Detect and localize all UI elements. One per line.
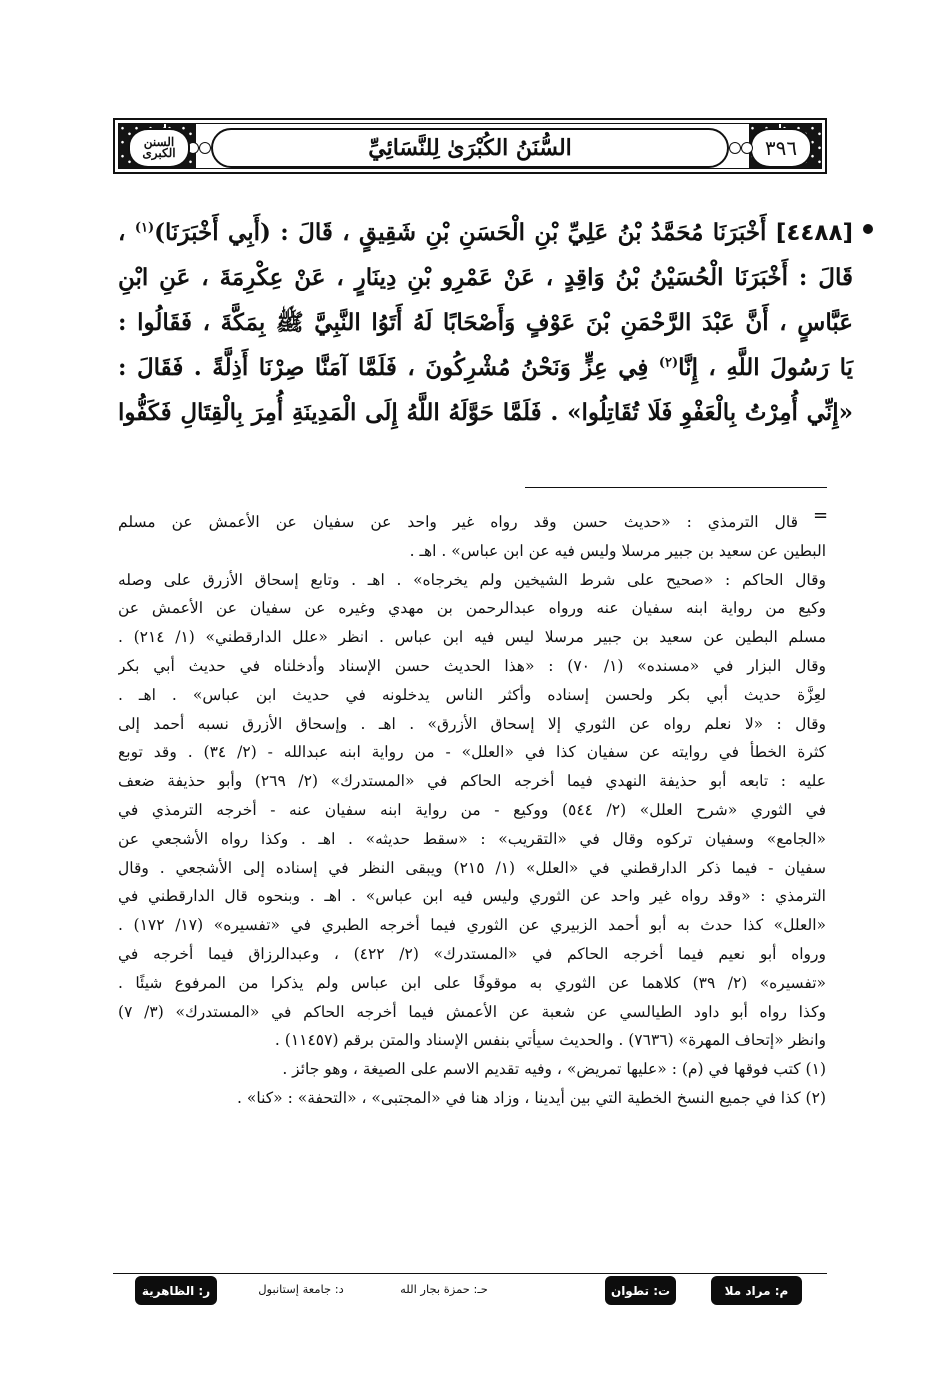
note-line: عليه : تابعه أبو حذيفة النهدي فيما أخرجه الحاكم في «المستدرك» (٢/ ٢٦٩) وأبو حذيفة ضعف bbox=[118, 772, 826, 791]
emblem-text: السنن الكبرى bbox=[142, 135, 176, 160]
note-line: وكيع من رواية ابنه سفيان عنه ورواه عبدالرحمن بن مهدي وغيره عن سفيان عن الأعمش عن bbox=[118, 599, 826, 618]
calligraphy-medallion-icon bbox=[128, 128, 190, 168]
hadith-line bbox=[118, 210, 853, 255]
book-title-plate bbox=[211, 128, 729, 168]
note-line: وانظر «إتحاف المهرة» (٧٦٣٦) . والحديث سيأتي بنفس الإسناد والمتن برقم (١١٤٥٧) . bbox=[274, 1031, 826, 1050]
note-line: «العلل» كذا حدث به أبو أحمد الزبيري عن الثوري فيما أخرجه الطبري في «تفسيره» (١٧/ ١٧٢) . bbox=[118, 916, 826, 935]
hadith-number: [٤٤٨٨] bbox=[775, 220, 853, 246]
page-number-medallion bbox=[750, 128, 812, 168]
note-line: «تفسيره» (٢/ ٣٩) كلاهما عن الثوري به موقوفًا على ابن عباس ولم يذكرا من المرفوع شيئًا . bbox=[118, 973, 826, 992]
footnote-2: (٢) كذا في جميع النسخ الخطية التي بين أيدينا ، وزاد هنا في «المجتبى» ، «التحفة» : «كنا» . bbox=[237, 1088, 826, 1107]
note-line: ورواه أبو نعيم فيما أخرجه الحاكم في «المستدرك» (٢/ ٤٢٢) ، وعبدالرزاق فيما أخرجه في bbox=[118, 944, 826, 963]
hadith-line: قَالَ : أَخْبَرَنَا الْحُسَيْنُ بْنُ وَاقِدٍ ، عَنْ عَمْرِو بْنِ دِينَارٍ ، عَنْ عِكْرِمَةَ ، عَنِ ابْنِ bbox=[118, 264, 853, 291]
footnote-ref: (٢) bbox=[658, 355, 679, 371]
footnote-ref: (١) bbox=[134, 220, 155, 236]
hadith-line-text: يَا رَسُولَ اللَّهِ ، إِنَّا bbox=[678, 354, 854, 381]
hadith-line-text: أَخْبَرَنَا مُحَمَّدُ بْنُ عَلِيِّ بْنِ الْحَسَنِ بْنِ شَقِيقٍ ، قَالَ : (أَبِي أَخْبَرَنَا) bbox=[154, 219, 767, 246]
running-header bbox=[113, 118, 827, 174]
continuation-mark: = bbox=[813, 505, 829, 526]
hadith-line: «إِنِّي أُمِرْتُ بِالْعَفْوِ فَلَا تُقَاتِلُوا» . فَلَمَّا حَوَّلَهُ اللَّهُ إِلَى الْمَدِينَةِ أُمِرَ بِالْقِتَالِ فَكَفُّوا bbox=[118, 399, 853, 426]
siglum-r: ر: الظاهرية bbox=[135, 1276, 217, 1305]
hadith-line: عَبَّاسٍ ، أَنَّ عَبْدَ الرَّحْمَنِ بْنَ عَوْفٍ وَأَصْحَابًا لَهُ أَتَوُا النَّبِيَّ ﷺ بِمَكَّةَ ، فَقَالُوا : bbox=[118, 309, 853, 336]
hadith-text bbox=[118, 210, 853, 435]
note-line: البطين عن سعيد بن جبير مرسلا وليس فيه عن ابن عباس» . اهـ . bbox=[409, 541, 826, 560]
siglum-h: حـ: حمزة بجار الله bbox=[400, 1282, 488, 1296]
siglum-t: ت: تطوان bbox=[605, 1276, 676, 1305]
book-title: السُّنَنُ الكُبْرَىٰ لِلنَّسَائِيِّ bbox=[368, 135, 572, 161]
note-line: لعِزَّة حديث أبي بكر ولحسن إسناده وأكثر الناس يدخلونه في حديث ابن عباس» . اهـ . bbox=[118, 685, 826, 704]
siglum-d: د: جامعة إستانبول bbox=[258, 1282, 344, 1296]
page-number: ٣٩٦ bbox=[764, 136, 798, 160]
footnote-separator bbox=[525, 487, 827, 488]
ornament-knob-icon bbox=[729, 142, 741, 154]
note-line: الترمذي : «وقد رواه غير واحد عن الثوري وليس فيه ابن عباس» . اهـ . وبنحوه قال الدارقطني في bbox=[118, 887, 826, 906]
hadith-line-text: فِي عِزٍّ وَنَحْنُ مُشْرِكُونَ ، فَلَمَّا آمَنَّا صِرْنَا أَذِلَّةً . فَقَالَ : bbox=[118, 354, 649, 381]
note-line: مسلم البطين عن سعيد بن جبير مرسلا ليس فيه ابن عباس . انظر «علل الدارقطني» (١/ ٢١٤) . bbox=[118, 628, 826, 647]
note-line: «الجامع» وسفيان تركوه وقال في «التقريب» : «سقط حديثه» . اهـ . وكذا رواه الأشجعي عن bbox=[118, 829, 826, 848]
ornament-knob-icon bbox=[741, 142, 753, 154]
note-line: وقال البزار في «مسنده» (١/ ٧٠) : «هذا الحديث حسن الإسناد وأدخلناه في حديث أبي بكر bbox=[118, 656, 826, 675]
note-line: وقال الحاكم : «صحيح على شرط الشيخين ولم يخرجاه» . اهـ . وتابع إسحاق الأزرق على وصله bbox=[118, 570, 826, 589]
note-line: قال الترمذي : «حديث حسن وقد رواه غير واحد عن سفيان عن الأعمش عن مسلم bbox=[118, 513, 798, 531]
hadith-line bbox=[118, 345, 853, 390]
punctuation: ، bbox=[118, 219, 126, 246]
header-frame bbox=[118, 123, 822, 169]
note-line: وقال : «لا نعلم رواه عن الثوري إلا إسحاق الأزرق» . اهـ . وإسحاق الأزرق نسبه أحمد إلى bbox=[118, 714, 826, 733]
footnotes-block bbox=[118, 508, 826, 1113]
note-line: كثرة الخطأ في روايته عن سفيان كذا في «العلل» - من رواية ابنه عبدالله - (٢/ ٣٤) . وقد توبع bbox=[118, 743, 826, 762]
note-line: وكذا رواه أبو داود الطيالسي عن شعبة عن الأعمش فيما أخرجه الحاكم في «المستدرك» (٣/ ٧) bbox=[118, 1002, 826, 1021]
note-line: سفيان - فيما ذكر الدارقطني في «العلل» (١/ ٢١٥) ويبقى النظر في إسناده إلى الأشجعي . وقال bbox=[118, 858, 826, 877]
footnote-1: (١) كتب فوقها في (م) : «عليها تمريض» ، وفيه تقديم الاسم على الصيغة ، وهو جائز . bbox=[282, 1060, 826, 1079]
note-line: في الثوري «شرح العلل» (٢/ ٥٤٤) ووكيع - من رواية ابنه سفيان عنه - أخرجه الترمذي في bbox=[118, 800, 826, 819]
footer-rule bbox=[113, 1273, 827, 1274]
bullet-dot-icon bbox=[863, 224, 873, 234]
ornament-knob-icon bbox=[199, 142, 211, 154]
siglum-m: م: مراد ملا bbox=[711, 1276, 802, 1305]
